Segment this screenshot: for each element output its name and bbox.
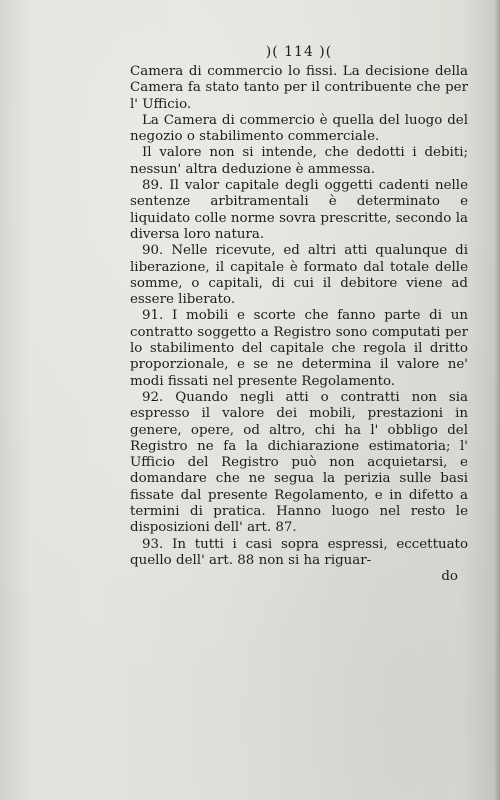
paragraph-text: La Camera di commercio è quella del luogo del negozio o stabilimento commerciale. — [130, 112, 468, 145]
paragraph-text: Il valor capitale degli oggetti cadenti nelle sentenze arbitramentali è determinato e liquidato colle norme sovra prescritte, secondo la diversa loro natura. — [130, 178, 468, 242]
paragraph-text: Quando negli atti o contratti non sia espresso il valore dei mobili, prestazioni in genere, opere, od altro, chi ha l' obbligo del Registro ne fa la dichiarazione estimatoria; l' Ufficio del Registro può non acquietarsi, e domandare che ne segua la perizia sulle basi fissate dal presente Regolamento, e in difetto a termini di pratica. Hanno luogo nel resto le disposizioni dell' art. 87. — [130, 389, 468, 536]
page-header-number: )( 114 )( — [265, 44, 333, 60]
paragraph-text: Camera di commercio lo fissi. La decisione della Camera fa stato tanto per il contribuente che per l' Ufficio. — [130, 64, 468, 112]
article-number: 91. — [142, 308, 164, 324]
paragraph — [130, 113, 468, 146]
paragraph-text: I mobili e scorte che fanno parte di un contratto soggetto a Registro sono computati per lo stabilimento del capitale che regola il dritto proporzionale, e se ne determina il valore ne' modi fissati nel presente Regolamento. — [130, 308, 469, 389]
paragraph — [130, 145, 468, 178]
article-89 — [130, 178, 468, 243]
article-91 — [130, 308, 468, 389]
article-93 — [130, 537, 468, 570]
paragraph-text: In tutti i casi sopra espressi, eccettuato quello dell' art. 88 non si ha riguar- — [130, 536, 468, 568]
paragraph — [130, 64, 468, 113]
page-text-block — [130, 44, 468, 585]
article-92 — [130, 390, 468, 537]
article-number: 89. — [142, 178, 164, 194]
article-number: 93. — [142, 536, 164, 552]
article-90 — [130, 243, 468, 308]
paragraph-text: Il valore non si intende, che dedotti i debiti; nessun' altra deduzione è ammessa. — [130, 145, 468, 177]
article-number: 90. — [142, 243, 164, 259]
article-number: 92. — [142, 389, 164, 405]
paragraph-text: Nelle ricevute, ed altri atti qualunque di liberazione, il capitale è formato dal totale delle somme, o capitali, di cui il debitore viene ad essere liberato. — [130, 243, 468, 308]
page-edge-shadow — [494, 0, 500, 800]
catchword: do — [441, 569, 458, 585]
